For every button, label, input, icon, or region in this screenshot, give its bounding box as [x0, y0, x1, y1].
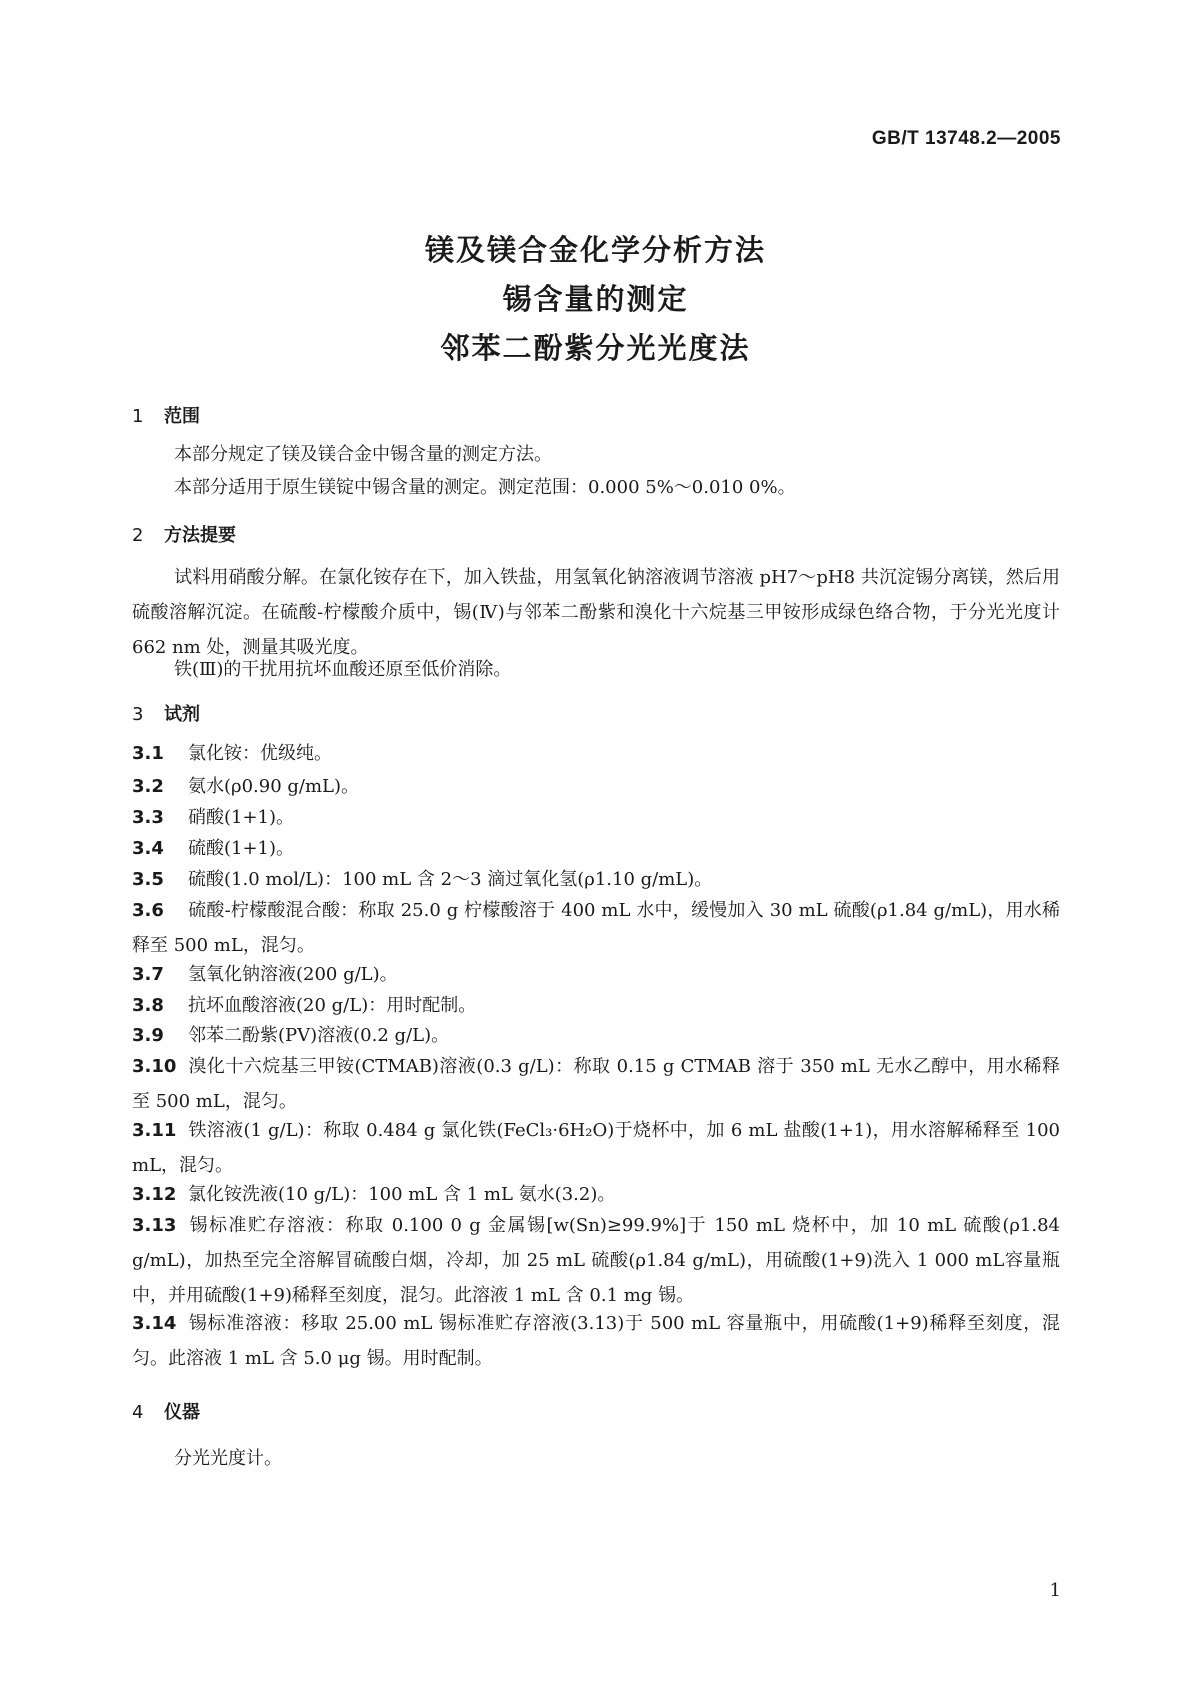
item-number: 3.9	[132, 1025, 164, 1046]
item-text: 铁溶液(1 g/L)：称取 0.484 g 氯化铁(FeCl₃·6H₂O)于烧杯中，加 6 mL 盐酸(1+1)，用水溶解稀释至 100 mL，混匀。	[132, 1120, 1060, 1176]
reagent-item	[132, 1049, 1060, 1119]
page-number: 1	[1049, 1580, 1061, 1601]
item-number: 3.1	[132, 743, 164, 764]
item-number: 3.10	[132, 1056, 177, 1077]
item-text: 邻苯二酚紫(PV)溶液(0.2 g/L)。	[188, 1025, 450, 1046]
reagent-item	[132, 1177, 1060, 1212]
paragraph-text: 铁(Ⅲ)的干扰用抗坏血酸还原至低价消除。	[174, 659, 512, 680]
item-number: 3.14	[132, 1313, 177, 1334]
item-number: 3.6	[132, 900, 164, 921]
item-text: 氢氧化钠溶液(200 g/L)。	[188, 964, 398, 985]
reagent-item	[132, 1306, 1060, 1376]
reagent-item	[132, 1113, 1060, 1183]
title-line-1: 镁及镁合金化学分析方法	[424, 233, 766, 267]
item-text: 锡标准溶液：移取 25.00 mL 锡标准贮存溶液(3.13)于 500 mL 容量瓶中，用硫酸(1+9)稀释至刻度，混匀。此溶液 1 mL 含 5.0 μg 锡。用时配制。	[132, 1313, 1060, 1369]
item-text: 硫酸(1.0 mol/L)：100 mL 含 2～3 滴过氧化氢(ρ1.10 g/mL)。	[188, 869, 713, 890]
item-text: 锡标准贮存溶液：称取 0.100 0 g 金属锡[w(Sn)≥99.9%]于 150 mL 烧杯中，加 10 mL 硫酸(ρ1.84 g/mL)，加热至完全溶解冒硫酸白烟，冷却，加 25 mL 硫酸(ρ1.84 g/mL)，用硫酸(1+9)洗入 1 000 mL容量瓶中，并用硫酸(1+9)稀释至刻度，混匀。此溶液 1 mL 含 0.1 mg 锡。	[132, 1215, 1060, 1306]
section-heading-reagents	[132, 700, 200, 726]
item-number: 3.4	[132, 838, 164, 859]
section-heading-apparatus	[132, 1398, 200, 1424]
paragraph-text: 试料用硝酸分解。在氯化铵存在下，加入铁盐，用氢氧化钠溶液调节溶液 pH7～pH8 共沉淀锡分离镁，然后用硫酸溶解沉淀。在硫酸-柠檬酸介质中，锡(Ⅳ)与邻苯二酚紫和溴化十六烷基三甲铵形成绿色络合物，于分光光度计 662 nm 处，测量其吸光度。	[132, 567, 1060, 658]
paragraph-text: 本部分规定了镁及镁合金中锡含量的测定方法。	[174, 444, 552, 465]
paragraph	[132, 652, 1060, 687]
paragraph	[132, 1441, 1060, 1476]
section-heading-scope	[132, 402, 200, 428]
item-text: 硫酸-柠檬酸混合酸：称取 25.0 g 柠檬酸溶于 400 mL 水中，缓慢加入 30 mL 硫酸(ρ1.84 g/mL)，用水稀释至 500 mL，混匀。	[132, 900, 1060, 956]
reagent-item	[132, 893, 1060, 963]
item-text: 溴化十六烷基三甲铵(CTMAB)溶液(0.3 g/L)：称取 0.15 g CTMAB 溶于 350 mL 无水乙醇中，用水稀释至 500 mL，混匀。	[132, 1056, 1060, 1112]
section-number: 2	[132, 525, 144, 546]
reagent-item	[132, 800, 1060, 835]
section-heading-principle	[132, 521, 236, 547]
title-line-3: 邻苯二酚紫分光光度法	[440, 331, 751, 365]
item-number: 3.11	[132, 1120, 177, 1141]
standard-number: GB/T 13748.2—2005	[871, 128, 1061, 149]
reagent-item	[132, 862, 1060, 897]
reagent-item	[132, 831, 1060, 866]
item-number: 3.12	[132, 1184, 177, 1205]
reagent-item	[132, 1208, 1060, 1313]
title-line-2: 锡含量的测定	[502, 282, 689, 316]
item-text: 硫酸(1+1)。	[188, 838, 295, 859]
item-number: 3.8	[132, 995, 164, 1016]
reagent-item	[132, 957, 1060, 992]
item-text: 抗坏血酸溶液(20 g/L)：用时配制。	[188, 995, 477, 1016]
item-text: 氯化铵洗液(10 g/L)：100 mL 含 1 mL 氨水(3.2)。	[188, 1184, 616, 1205]
section-title: 范围	[164, 406, 200, 427]
section-number: 1	[132, 406, 144, 427]
reagent-item	[132, 736, 1060, 771]
paragraph-text: 分光光度计。	[174, 1448, 282, 1469]
section-title: 仪器	[164, 1402, 200, 1423]
paragraph	[132, 470, 1060, 505]
paragraph	[132, 560, 1060, 665]
reagent-item	[132, 1018, 1060, 1053]
item-number: 3.3	[132, 807, 164, 828]
document-title	[0, 226, 1191, 373]
paragraph	[132, 437, 1060, 472]
item-number: 3.13	[132, 1215, 177, 1236]
section-title: 方法提要	[164, 525, 236, 546]
section-number: 4	[132, 1402, 144, 1423]
item-number: 3.2	[132, 776, 164, 797]
item-number: 3.5	[132, 869, 164, 890]
section-title: 试剂	[164, 704, 200, 725]
section-number: 3	[132, 704, 144, 725]
item-text: 氨水(ρ0.90 g/mL)。	[188, 776, 360, 797]
item-number: 3.7	[132, 964, 164, 985]
item-text: 氯化铵：优级纯。	[188, 743, 332, 764]
paragraph-text: 本部分适用于原生镁锭中锡含量的测定。测定范围：0.000 5%～0.010 0%。	[174, 477, 796, 498]
reagent-item	[132, 769, 1060, 804]
item-text: 硝酸(1+1)。	[188, 807, 295, 828]
